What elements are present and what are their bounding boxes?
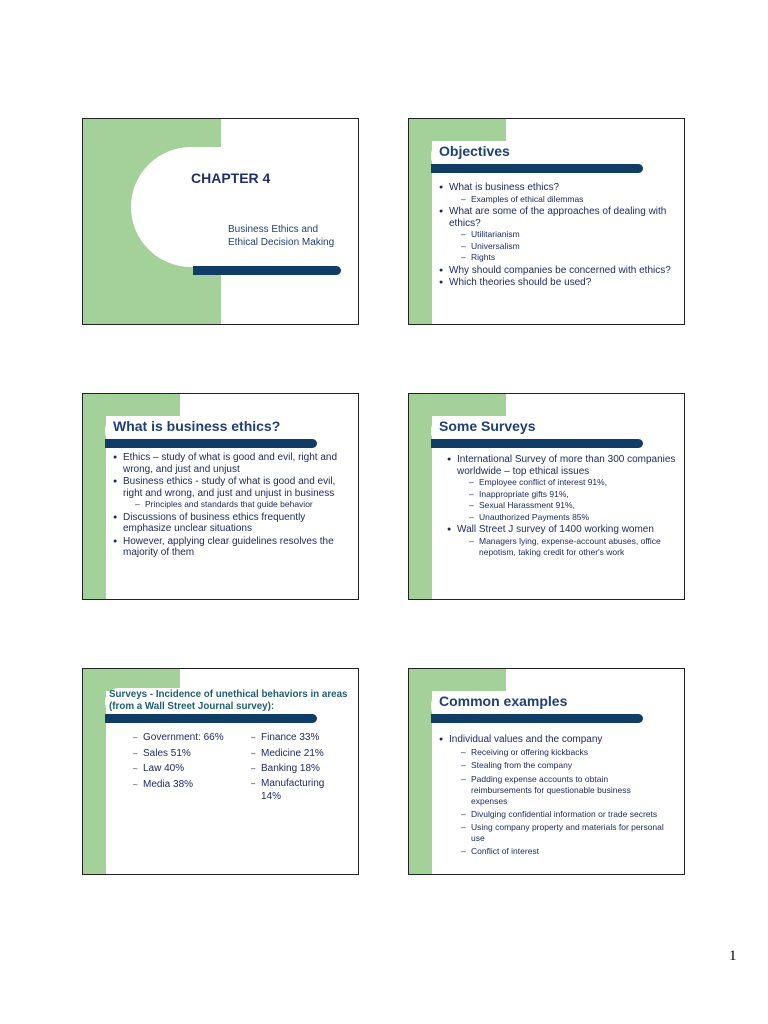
title-underline-bar — [431, 164, 643, 173]
left-column-list — [133, 730, 224, 792]
title-underline-bar — [431, 714, 643, 723]
title-underline-bar — [105, 439, 317, 448]
sub-item: – Principles and standards that guide behavior — [135, 499, 343, 511]
list-item: – Banking 18% — [251, 761, 331, 777]
list-item: ● Discussions of business ethics frequently emphasize unclear situations — [113, 512, 343, 535]
sub-item: – Stealing from the company — [461, 760, 669, 772]
green-top-block — [409, 394, 506, 416]
slide-title: What is business ethics? — [113, 418, 281, 434]
chapter-title: CHAPTER 4 — [191, 170, 271, 186]
sub-item: – Employee conflict of interest 91%, — [469, 477, 677, 489]
green-side-strip — [409, 669, 432, 874]
list-item: – Government: 66% — [133, 730, 224, 746]
sub-item: – Padding expense accounts to obtain reimbursements for questionable business expenses — [461, 774, 669, 807]
slide-objectives — [408, 118, 685, 325]
list-item: – Media 38% — [133, 777, 224, 793]
slide-some-surveys — [408, 393, 685, 600]
list-item: ● However, applying clear guidelines resolves the majority of them — [113, 536, 343, 559]
sub-item: – Unauthorized Payments 85% — [469, 512, 677, 524]
list-item: ● Wall Street J survey of 1400 working women – Managers lying, expense-account abuses, office nepotism, taking credit for other's work — [447, 524, 677, 559]
list-item: – Manufacturing 14% — [251, 777, 331, 803]
sub-item: – Divulging confidential information or trade secrets — [461, 809, 669, 821]
green-top-block — [83, 394, 180, 416]
sub-item: – Rights — [461, 252, 679, 264]
list-item: – Finance 33% — [251, 730, 331, 746]
title-underline-bar — [105, 714, 317, 723]
bullet-list — [113, 452, 343, 560]
slide-what-is-business-ethics — [82, 393, 359, 600]
slide-title: Objectives — [439, 143, 510, 159]
green-side-strip — [83, 669, 106, 874]
green-side-strip — [409, 394, 432, 599]
list-item: ● Individual values and the company – Receiving or offering kickbacks – Stealing from the company – Padding expense accounts to obtain reimbursements for questionable business expenses – Divulging confidential information or trade secrets – Using company property and materials for personal use – Conflict of interest — [439, 734, 669, 858]
green-top-block — [409, 119, 506, 141]
slide-title: Some Surveys — [439, 418, 536, 434]
green-side-strip — [409, 119, 432, 324]
sub-item: – Sexual Harassment 91%, — [469, 500, 677, 512]
list-item: ● Why should companies be concerned with ethics? — [439, 265, 679, 277]
slide-title: Common examples — [439, 693, 568, 709]
bullet-list — [439, 182, 679, 290]
right-column-list — [251, 730, 331, 803]
list-item: ● Which theories should be used? — [439, 277, 679, 289]
title-underline-bar — [193, 266, 341, 275]
bullet-list — [439, 734, 669, 859]
list-item: ● What are some of the approaches of dealing with ethics? – Utilitarianism – Universalism – Rights — [439, 206, 679, 264]
sub-item: – Using company property and materials for personal use — [461, 822, 669, 844]
list-item: – Law 40% — [133, 761, 224, 777]
list-item: ● What is business ethics? – Examples of ethical dilemmas — [439, 182, 679, 205]
sub-item: – Conflict of interest — [461, 846, 669, 858]
green-side-strip — [83, 394, 106, 599]
green-top-block — [409, 669, 506, 691]
chapter-subtitle: Business Ethics and Ethical Decision Making — [228, 224, 335, 248]
list-item: – Medicine 21% — [251, 746, 331, 762]
sub-item: – Utilitarianism — [461, 229, 679, 241]
slide-title: Surveys - Incidence of unethical behaviors in areas (from a Wall Street Journal survey): — [109, 689, 348, 712]
slide-common-examples — [408, 668, 685, 875]
sub-item: – Managers lying, expense-account abuses, office nepotism, taking credit for other's work — [469, 536, 677, 559]
slide-chapter-title — [82, 118, 359, 325]
slide-surveys-incidence — [82, 668, 359, 875]
page-number: 1 — [729, 948, 737, 964]
list-item: – Sales 51% — [133, 746, 224, 762]
bullet-list — [447, 454, 677, 560]
list-item: ● International Survey of more than 300 companies worldwide – top ethical issues – Employee conflict of interest 91%, – Inappropriate gifts 91%, – Sexual Harassment 91%, – Unauthorized Payments 85% — [447, 454, 677, 523]
title-pill-shape — [131, 147, 359, 267]
list-item: ● Ethics – study of what is good and evil, right and wrong, and just and unjust — [113, 452, 343, 475]
title-underline-bar — [431, 439, 643, 448]
sub-item: – Inappropriate gifts 91%, — [469, 489, 677, 501]
sub-item: – Receiving or offering kickbacks — [461, 747, 669, 759]
list-item: ● Business ethics - study of what is good and evil, right and wrong, and just and unjust in business – Principles and standards that guide behavior — [113, 476, 343, 511]
sub-item: – Universalism — [461, 241, 679, 253]
sub-item: – Examples of ethical dilemmas — [461, 194, 679, 206]
